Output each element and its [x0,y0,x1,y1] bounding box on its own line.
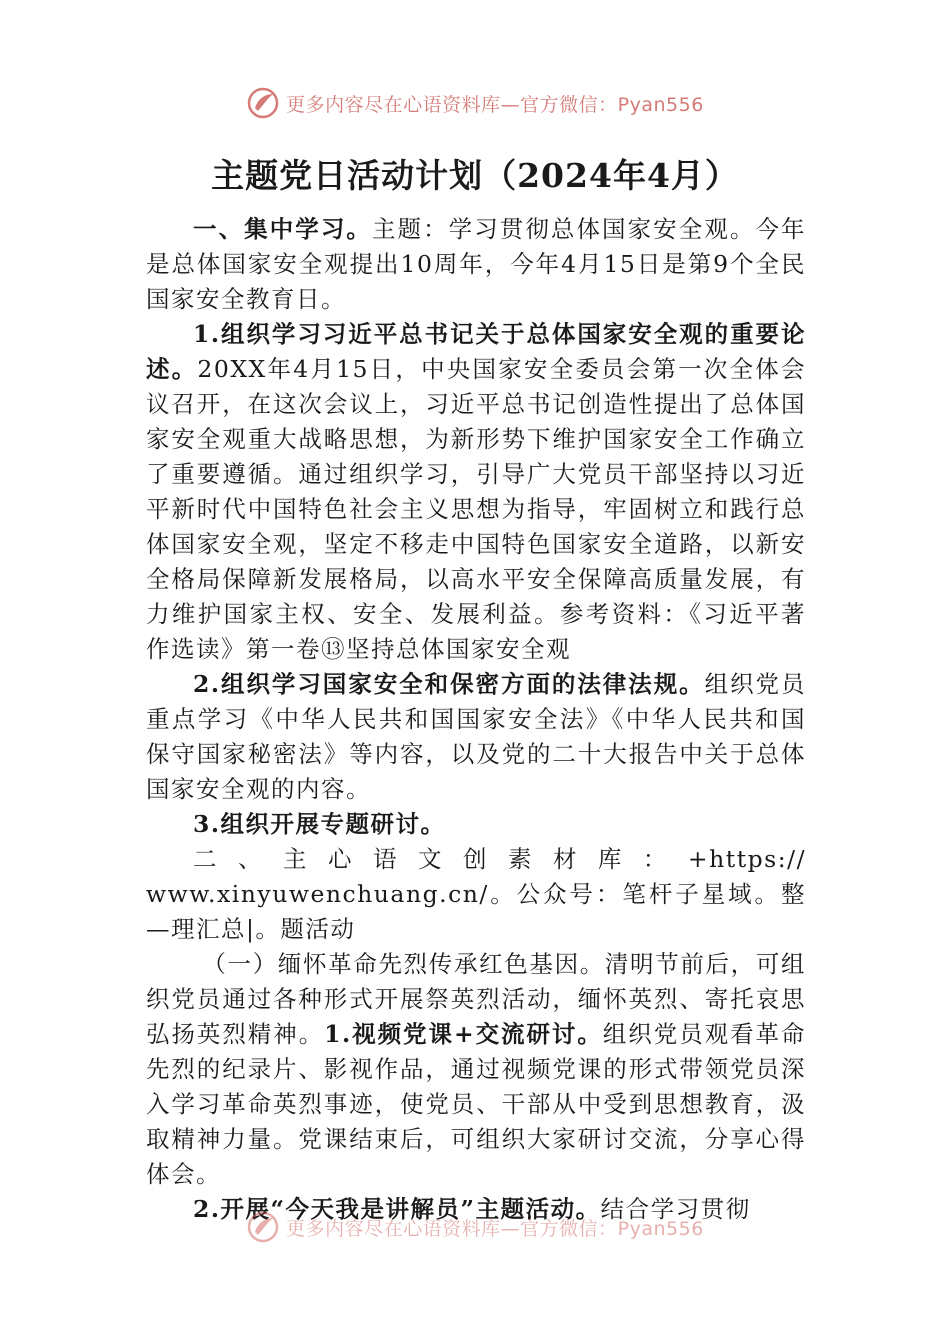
document-title: 主题党日活动计划（2024年4月） [211,156,739,195]
item-2-body: 组织党员重点学习《中华人民共和国国家安全法》《中华人民共和国保守国家秘密法》等内容，以及党的二十大报告中关于总体国家安全观的内容。 [146,670,806,803]
paragraph-section-2-line-2: www.xinyuwenchuang.cn/。公众号：笔杆子星域。整—理汇总|。题活动 [146,880,806,943]
sub-1-heading: 1.视频党课+交流研讨。 [324,1020,603,1048]
item-1-body: 20XX年4月15日，中央国家安全委员会第一次全体会议召开，在这次会议上，习近平总书记创造性提出了总体国家安全观重大战略思想，为新形势下维护国家安全工作确立了重要遵循。通过组织学习，引导广大党员干部坚持以习近平新时代中国特色社会主义思想为指导，牢固树立和践行总体国家安全观，坚定不移走中国特色国家安全道路，以新安全格局保障新发展格局，以高水平安全保障高质量发展，有力维护国家主权、安全、发展利益。参考资料：《习近平著作选读》第一卷⑬坚持总体国家安全观 [146,355,807,663]
sub-1-intro: （一）缅怀革命先烈传承红色基因。清明节前后，可组织党员通过各种形式开展祭英烈活动，缅怀英烈、寄托哀思弘扬英烈精神。 [146,950,806,1048]
watermark-text: 更多内容尽在心语资料库—官方微信：Pyan556 [286,93,704,116]
sub-2-body: 结合学习贯彻 [600,1195,751,1223]
paragraph-section-2-line-1: 二、主心语文创素材库：+https:// [193,845,806,873]
brand-logo-icon [246,86,280,120]
paragraph-item-1 [146,317,806,667]
watermark-text: 更多内容尽在心语资料库—官方微信：Pyan556 [286,1217,704,1240]
paragraph-sub-1 [146,947,806,1192]
document-body [146,212,806,1227]
item-2-heading: 2.组织学习国家安全和保密方面的法律法规。 [193,670,705,698]
item-3-heading: 3.组织开展专题研讨。 [193,810,446,838]
sub-2-heading: 2.开展“今天我是讲解员”主题活动。 [193,1195,601,1223]
paragraph-item-3 [146,807,806,842]
sub-1-body: 组织党员观看革命先烈的纪录片、影视作品，通过视频党课的形式带领党员深入学习革命英烈事迹，使党员、干部从中受到思想教育，汲取精神力量。党课结束后，可组织大家研讨交流，分享心得体会。 [146,1020,806,1188]
section-1-heading: 一、集中学习。 [193,215,372,243]
watermark-footer [0,1210,950,1244]
watermark-header [0,86,950,120]
section-1-body: 主题：学习贯彻总体国家安全观。今年是总体国家安全观提出10周年，今年4月15日是第9个全民国家安全教育日。 [146,215,807,313]
paragraph-item-2 [146,667,806,807]
paragraph-section-1 [146,212,806,317]
brand-logo-icon [246,1210,280,1244]
item-1-heading: 1.组织学习习近平总书记关于总体国家安全观的重要论述。 [146,320,806,383]
